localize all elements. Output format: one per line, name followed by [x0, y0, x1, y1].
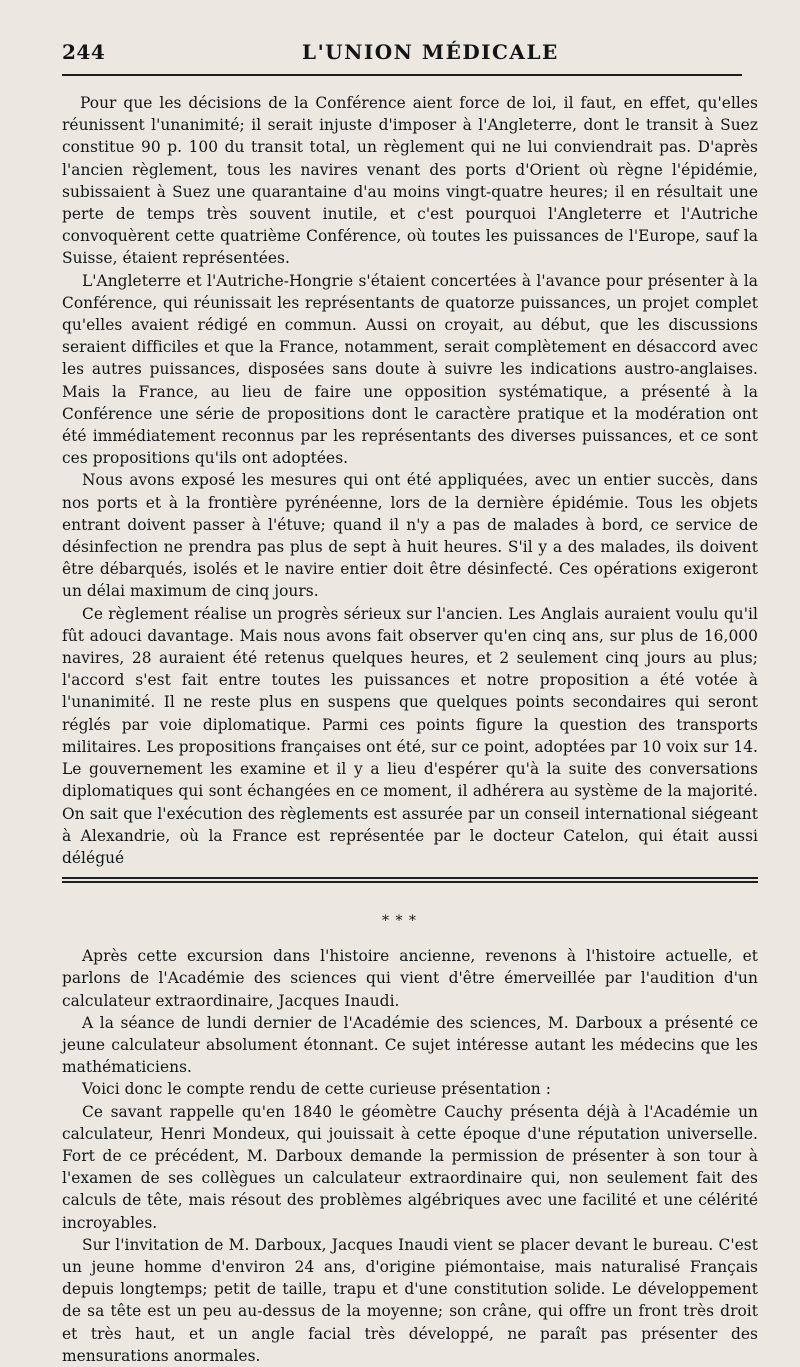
paragraph: L'Angleterre et l'Autriche-Hongrie s'étaient concertées à l'avance pour présenter à la Conférence, qui réunissait les représentants de quatorze puissances, un projet complet qu'elles avaient rédigé en commun. Aussi on croyait, au début, que les discussions seraient difficiles et que la France, notamment, serait complètement en désaccord avec les autres puissances, disposées sans doute à suivre les indications austro-anglaises. Mais la France, au lieu de faire une opposition systématique, a présenté à la Conférence une série de propositions dont le caractère pratique et la modération ont été immédiatement reconnus par les représentants des diverses puissances, et ce sont ces propositions qu'ils ont adoptées.: [62, 271, 758, 468]
paragraph: Après cette excursion dans l'histoire ancienne, revenons à l'histoire actuelle, et parlons de l'Académie des sciences qui vient d'être émerveillée par l'audition d'un calculateur extraordinaire, Jacques Inaudi.: [62, 947, 758, 1010]
paragraph: A la séance de lundi dernier de l'Académie des sciences, M. Darboux a présenté ce jeune calculateur absolument étonnant. Ce sujet intéresse autant les médecins que les mathématiciens.: [62, 1013, 758, 1077]
paragraph: Pour que les décisions de la Conférence aient force de loi, il faut, en effet, qu'elles réunissent l'unanimité; il serait injuste d'imposer à l'Angleterre, dont le transit à Suez constitue 90 p. 100 du transit total, un règlement qui ne lui conviendrait pas. D'après l'ancien règlement, tous les navires venant des ports d'Orient où règne l'épidémie, subissaient à Suez une quarantaine d'au moins vingt-quatre heures; il en résultait une perte de temps très souvent inutile, et c'est pourquoi l'Angleterre et l'Autriche convoquèrent cette quatrième Conférence, où toutes les puissances de l'Europe, sauf la Suisse, étaient représentées.: [62, 94, 758, 268]
running-title: L'UNION MÉDICALE: [302, 40, 559, 64]
paragraph: Ce savant rappelle qu'en 1840 le géomètre Cauchy présenta déjà à l'Académie un calculateur, Henri Mondeux, qui jouissait à cette époque d'une réputation universelle. Fort de ce précédent, M. Darboux demande la permission de présenter à son tour à l'examen de ses collègues un calculateur extraordinaire qui, non seulement fait des calculs de tête, mais résout des problèmes algébriques avec une facilité et une célérité incroyables.: [62, 1102, 758, 1232]
paragraph: Nous avons exposé les mesures qui ont été appliquées, avec un entier succès, dans nos ports et à la frontière pyrénéenne, lors de la dernière épidémie. Tous les objets entrant doivent passer à l'étuve; quand il n'y a pas de malades à bord, ce service de désinfection ne prendra pas plus de sept à huit heures. S'il y a des malades, ils doivent être débarqués, isolés et le navire entier doit être désinfecté. Ces opérations exigeront un délai maximum de cinq jours.: [62, 471, 758, 601]
page-number: 244: [62, 40, 106, 64]
paragraph: Voici donc le compte rendu de cette curieuse présentation :: [82, 1080, 551, 1099]
paragraph: Sur l'invitation de M. Darboux, Jacques Inaudi vient se placer devant le bureau. C'est un jeune homme d'environ 24 ans, d'origine piémontaise, mais naturalisé Français depuis longtemps; petit de taille, trapu et d'une constitution solide. Le développement de sa tête est un peu au-dessus de la moyenne; son crâne, qui offre un front très droit et très haut, et un angle facial très développé, ne paraît pas présenter des mensurations anormales.: [62, 1235, 758, 1365]
page-header: [62, 32, 758, 68]
first-section-text: [62, 92, 758, 869]
section-separator: * * *: [382, 913, 417, 930]
paragraph: Ce règlement réalise un progrès sérieux sur l'ancien. Les Anglais auraient voulu qu'il fût adouci davantage. Mais nous avons fait observer qu'en cinq ans, sur plus de 16,000 navires, 28 auraient été retenus quelques heures, et 2 seulement cinq jours au plus; l'accord s'est fait entre toutes les puissances et notre proposition a été votée à l'unanimité. Il ne reste plus en suspens que quelques points secondaires qui seront réglés par voie diplomatique. Parmi ces points figure la question des transports militaires. Les propositions françaises ont été, sur ce point, adoptées par 10 voix sur 14. Le gouvernement les examine et il y a lieu d'espérer qu'à la suite des conversations diplomatiques qui sont échangées en ce moment, il adhérera au système de la majorité. On sait que l'exécution des règlements est assurée par un conseil international siégeant à Alexandrie, où la France est représentée par le docteur Catelon, qui était aussi délégué: [62, 604, 758, 867]
separator-area: [62, 883, 758, 945]
header-rule: [62, 74, 742, 76]
second-section-text: [62, 945, 758, 1367]
